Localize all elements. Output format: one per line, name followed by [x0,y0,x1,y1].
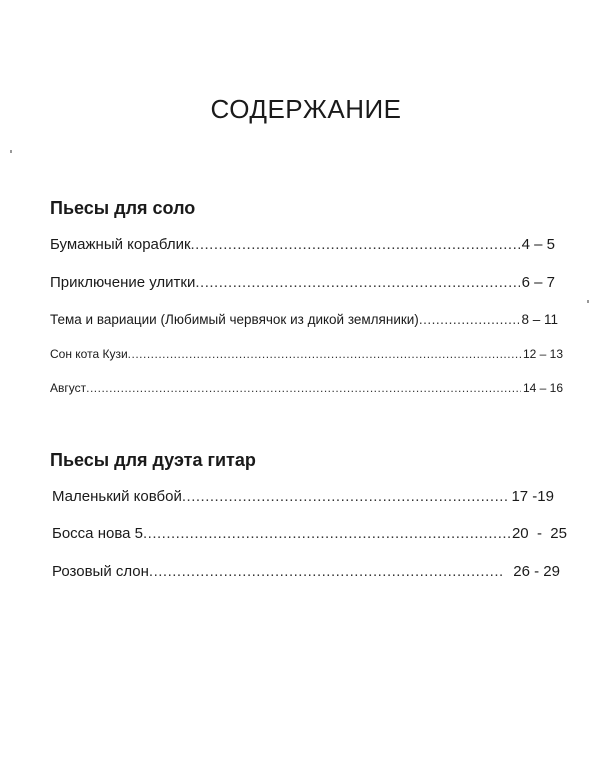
toc-entry-title: Розовый слон [52,563,149,580]
toc-entry [52,525,567,542]
toc-entry-title: Сон кота Кузи [50,347,128,361]
toc-entry [52,563,560,580]
toc-entry [50,381,563,395]
page-title: СОДЕРЖАНИЕ [210,94,402,124]
toc-entry-pages: 26 - 29 [513,563,560,580]
leader-dots [149,563,505,580]
leader-dots [143,525,510,542]
section-heading-duet: Пьесы для дуэта гитар [50,450,256,470]
toc-entry-pages: 6 – 7 [521,274,555,291]
toc-entry-pages: 12 – 13 [522,347,563,361]
toc-entry-title: Босса нова 5 [52,525,143,542]
toc-entry-title: Маленький ковбой [52,488,182,505]
toc-entry [50,236,555,253]
toc-entry-pages: 20 - 25 [511,525,567,542]
scan-speck [587,300,589,303]
leader-dots [182,488,510,505]
toc-entry-title: Август [50,381,87,395]
leader-dots [191,236,520,253]
leader-dots [86,381,521,395]
toc-entry-pages: 17 -19 [511,488,554,505]
toc-entry [52,488,554,505]
toc-entry-pages: 8 – 11 [521,312,558,327]
leader-dots [419,312,520,327]
scan-speck [10,150,12,153]
toc-entry-pages: 14 – 16 [522,381,563,395]
toc-entry-title: Тема и вариации (Любимый червячок из дикой земляники) [50,312,419,327]
leader-dots [195,274,519,291]
toc-entry [50,312,558,327]
section-heading-solo: Пьесы для соло [50,198,196,218]
toc-entry-title: Бумажный кораблик [50,236,191,253]
toc-entry [50,347,563,361]
toc-entry-title: Приключение улитки [50,274,196,291]
toc-entry-pages: 4 – 5 [521,236,555,253]
toc-entry [50,274,555,291]
leader-dots [128,347,521,361]
